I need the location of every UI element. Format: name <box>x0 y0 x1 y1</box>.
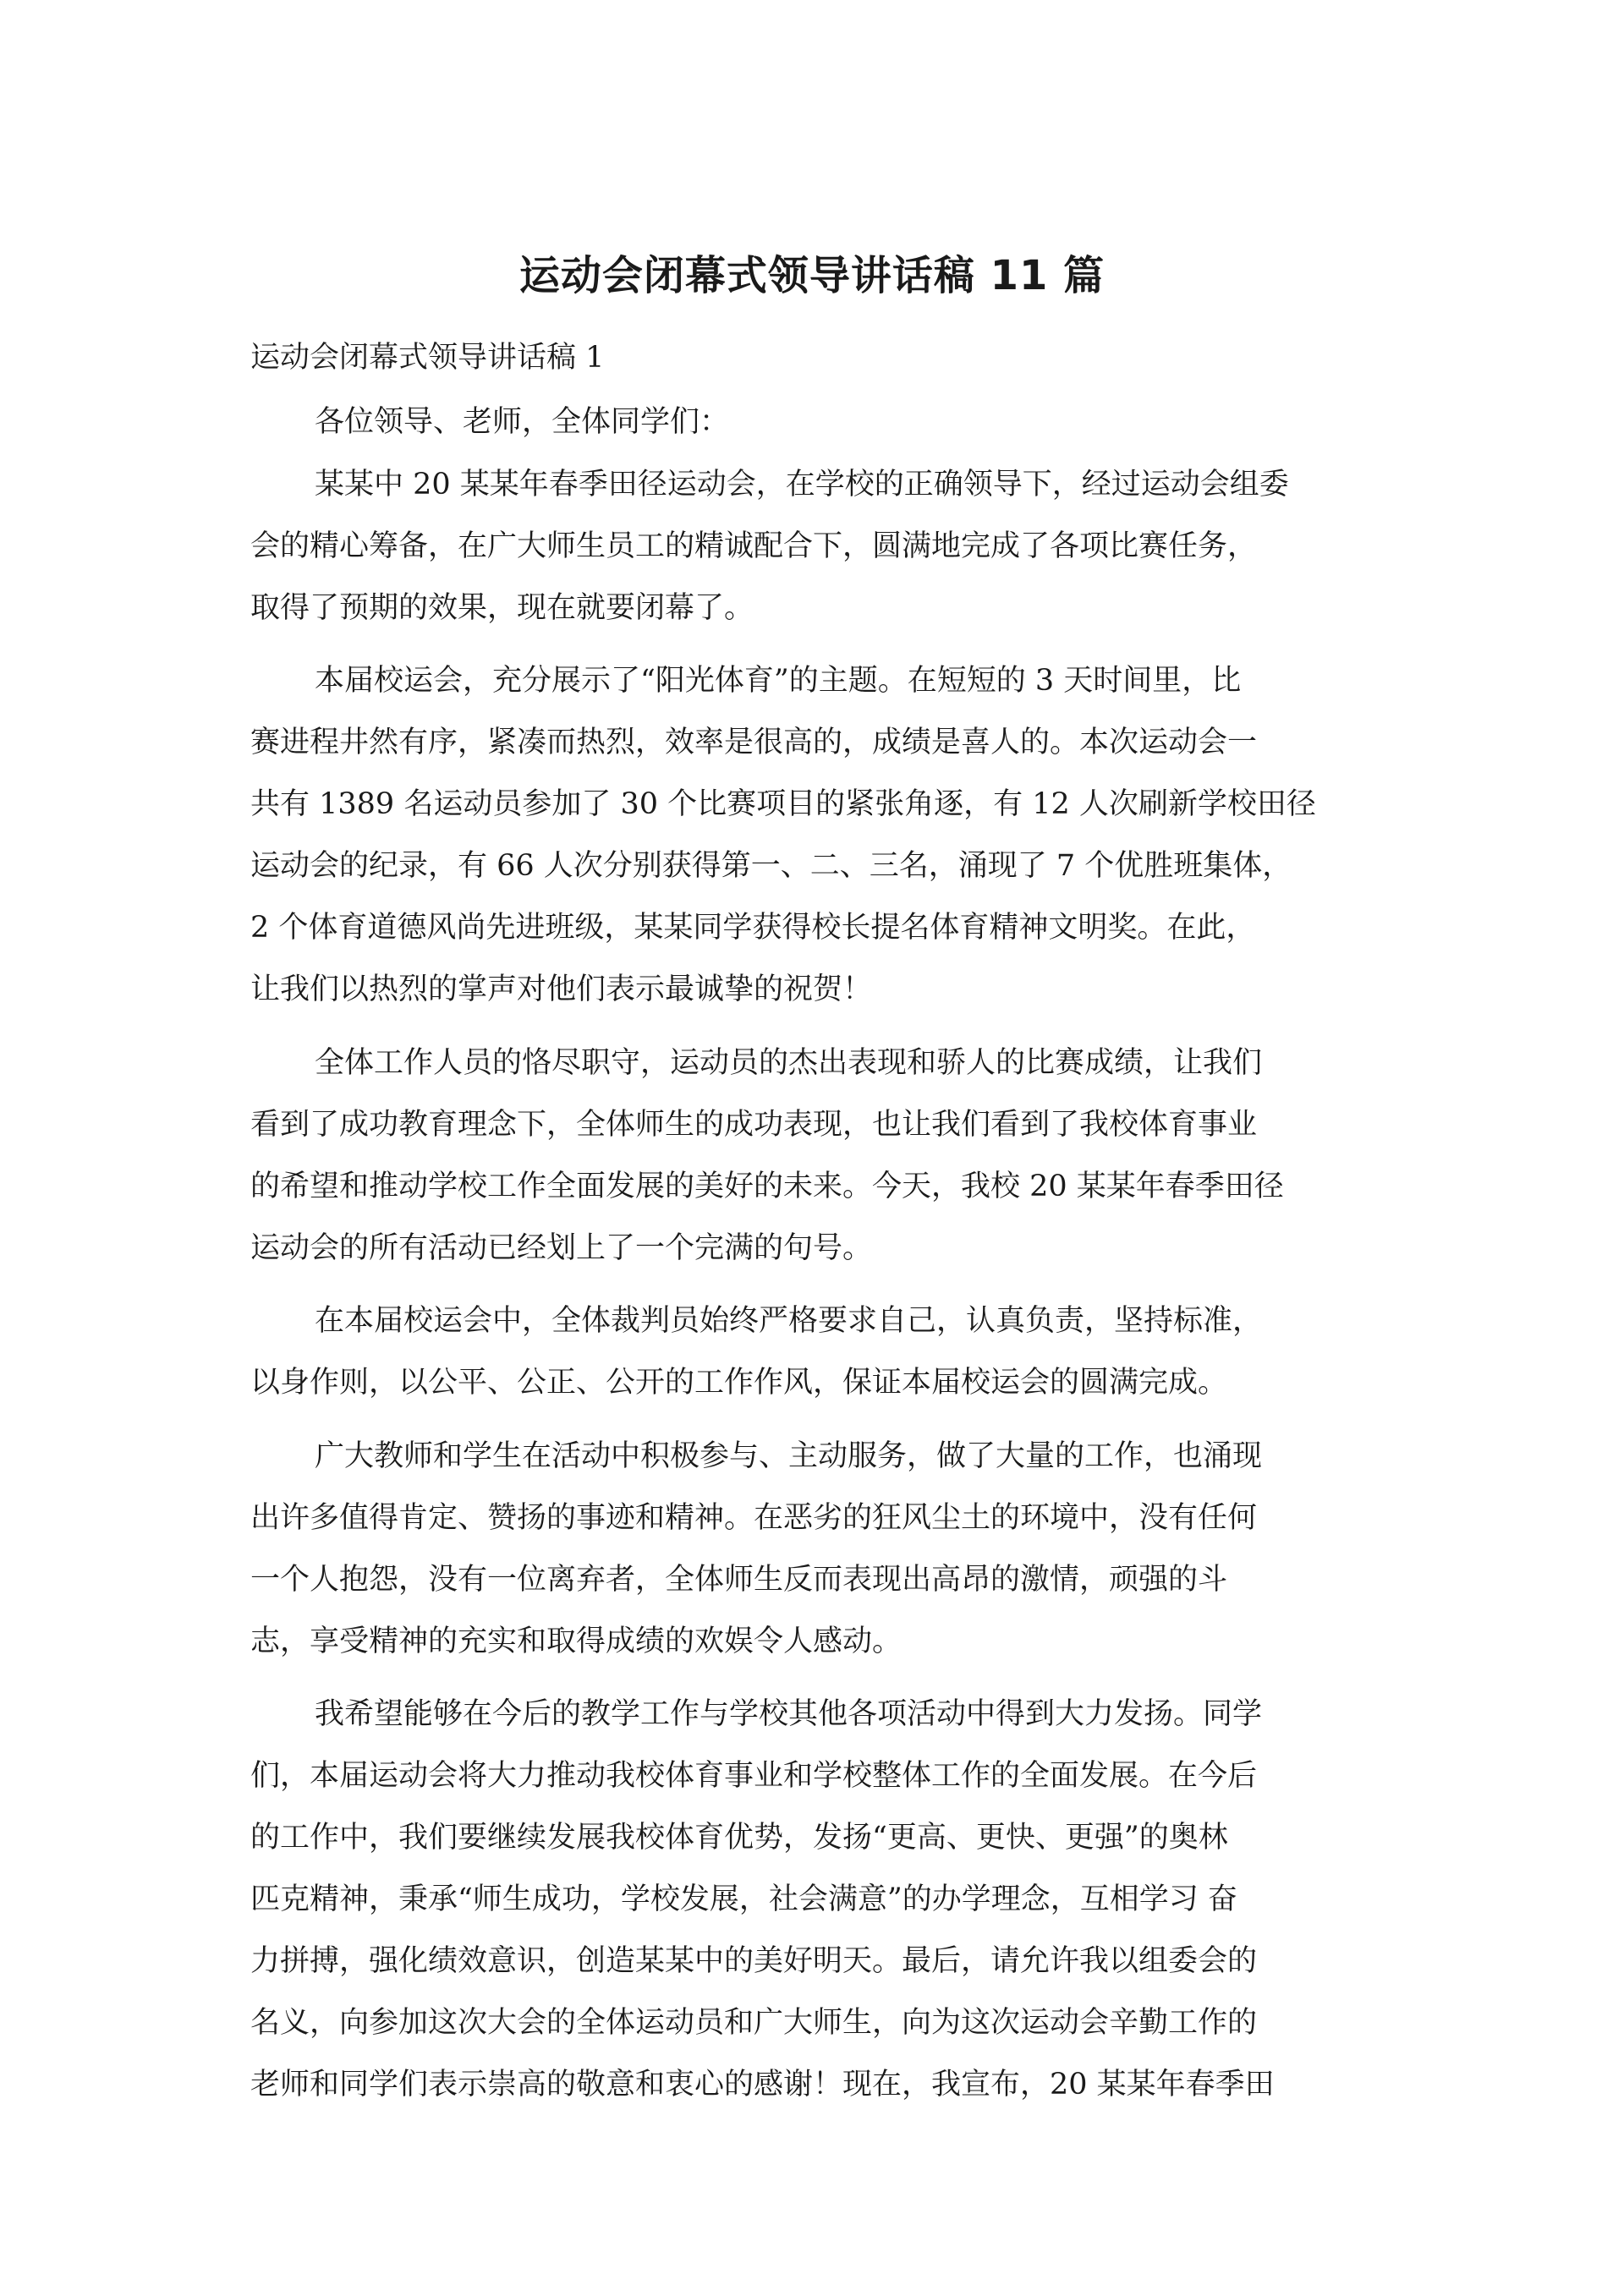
paragraph-line: 运动会的所有活动已经划上了一个完满的句号。 <box>250 1231 873 1265</box>
paragraph-line: 我希望能够在今后的教学工作与学校其他各项活动中得到大力发扬。同学 <box>315 1697 1263 1731</box>
paragraph-line: 匹克精神，秉承“师生成功，学校发展，社会满意”的办学理念，互相学习 奋 <box>250 1882 1237 1916</box>
paragraph-line: 本届校运会，充分展示了“阳光体育”的主题。在短短的 3 天时间里，比 <box>315 664 1242 698</box>
paragraph-line: 取得了预期的效果，现在就要闭幕了。 <box>250 591 754 625</box>
paragraph-line: 广大教师和学生在活动中积极参与、主动服务，做了大量的工作，也涌现 <box>315 1439 1263 1473</box>
paragraph-line: 一个人抱怨，没有一位离弃者，全体师生反而表现出高昂的激情，顽强的斗 <box>250 1563 1228 1597</box>
paragraph-line: 老师和同学们表示崇高的敬意和衷心的感谢！现在，我宣布，20 某某年春季田 <box>250 2068 1275 2101</box>
paragraph-line: 让我们以热烈的掌声对他们表示最诚挚的祝贺！ <box>250 973 873 1006</box>
paragraph-line: 2 个体育道德风尚先进班级，某某同学获得校长提名体育精神文明奖。在此， <box>250 911 1256 945</box>
paragraph-line: 各位领导、老师，全体同学们： <box>315 405 730 439</box>
document-title: 运动会闭幕式领导讲话稿 11 篇 <box>518 252 1106 299</box>
paragraph-line: 以身作则，以公平、公正、公开的工作作风，保证本届校运会的圆满完成。 <box>250 1366 1228 1400</box>
paragraph-line: 赛进程井然有序，紧凑而热烈，效率是很高的，成绩是喜人的。本次运动会一 <box>250 726 1258 759</box>
paragraph-line: 的希望和推动学校工作全面发展的美好的未来。今天，我校 20 某某年春季田径 <box>250 1170 1284 1203</box>
paragraph-line: 名义，向参加这次大会的全体运动员和广大师生，向为这次运动会辛勤工作的 <box>250 2006 1258 2040</box>
paragraph-line: 共有 1389 名运动员参加了 30 个比赛项目的紧张角逐，有 12 人次刷新学校田径 <box>250 787 1316 821</box>
paragraph-line: 在本届校运会中，全体裁判员始终严格要求自己，认真负责，坚持标准， <box>315 1304 1263 1338</box>
paragraph-line: 出许多值得肯定、赞扬的事迹和精神。在恶劣的狂风尘土的环境中，没有任何 <box>250 1501 1258 1535</box>
paragraph-line: 力拼搏，强化绩效意识，创造某某中的美好明天。最后，请允许我以组委会的 <box>250 1944 1258 1978</box>
paragraph-line: 会的精心筹备，在广大师生员工的精诚配合下，圆满地完成了各项比赛任务， <box>250 529 1258 563</box>
paragraph-line: 的工作中，我们要继续发展我校体育优势，发扬“更高、更快、更强”的奥林 <box>250 1821 1228 1855</box>
paragraph-line: 志，享受精神的充实和取得成绩的欢娱令人感动。 <box>250 1625 903 1658</box>
section-heading: 运动会闭幕式领导讲话稿 1 <box>250 341 605 375</box>
paragraph-line: 某某中 20 某某年春季田径运动会，在学校的正确领导下，经过运动会组委 <box>315 468 1289 501</box>
paragraph-line: 们，本届运动会将大力推动我校体育事业和学校整体工作的全面发展。在今后 <box>250 1759 1258 1793</box>
paragraph-line: 全体工作人员的恪尽职守，运动员的杰出表现和骄人的比赛成绩，让我们 <box>315 1046 1263 1080</box>
paragraph-line: 看到了成功教育理念下，全体师生的成功表现，也让我们看到了我校体育事业 <box>250 1108 1258 1142</box>
paragraph-line: 运动会的纪录，有 66 人次分别获得第一、二、三名，涌现了 7 个优胜班集体， <box>250 849 1292 883</box>
